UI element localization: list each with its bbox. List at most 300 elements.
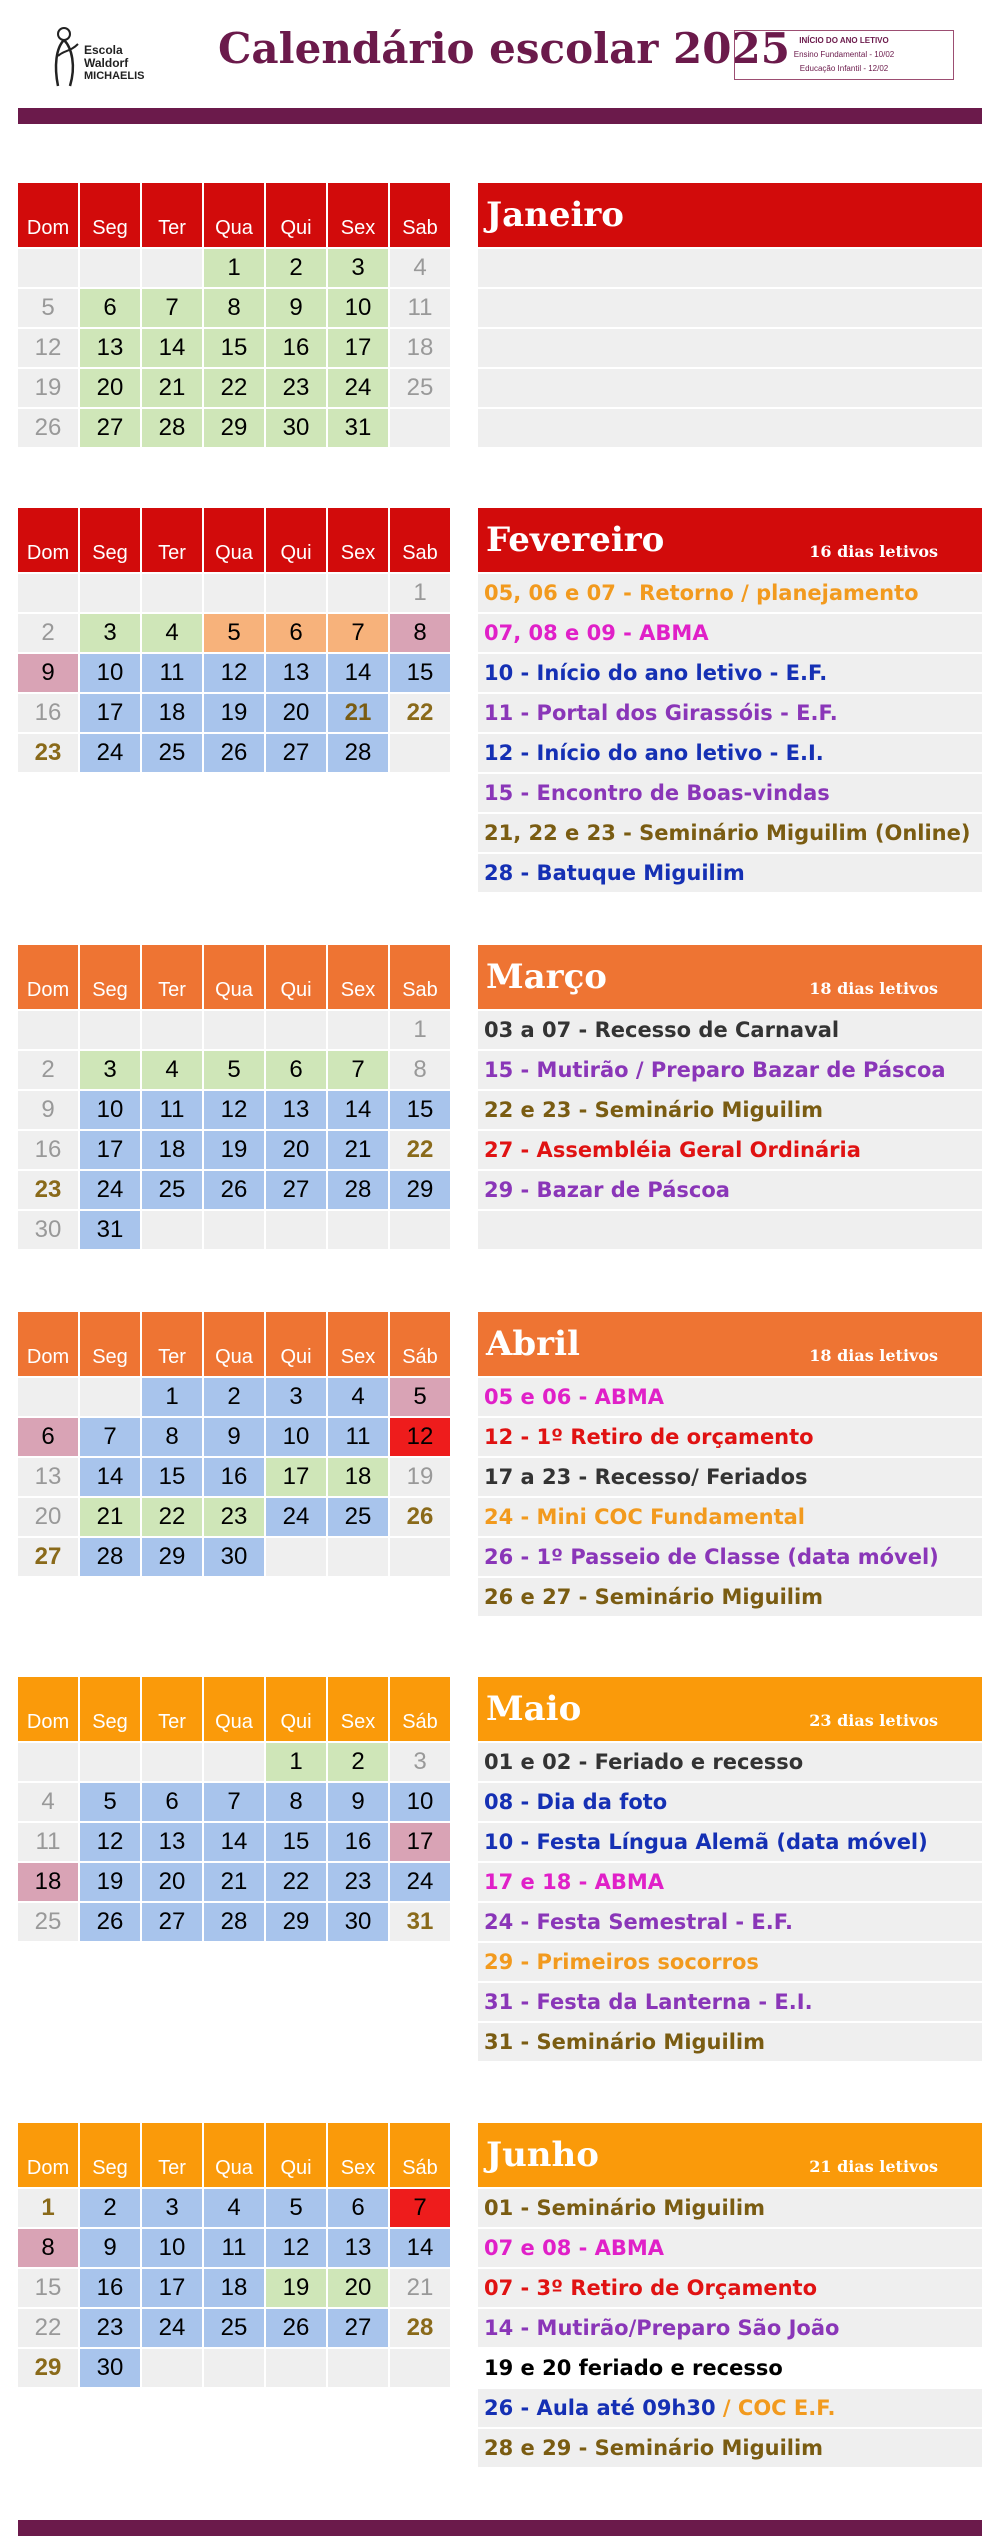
- weekday-label: Sáb: [390, 2123, 450, 2187]
- day-cell: 21: [204, 1863, 264, 1901]
- day-cell: 1: [204, 249, 264, 287]
- weekday-label: Qui: [266, 183, 326, 247]
- empty-day-cell: [18, 574, 78, 612]
- event-text: 05 e 06 - ABMA: [484, 1385, 665, 1409]
- day-cell: 29: [266, 1903, 326, 1941]
- day-cell: 20: [266, 1131, 326, 1169]
- day-cell: 21: [328, 1131, 388, 1169]
- day-cell: 16: [204, 1458, 264, 1496]
- empty-day-cell: [328, 1011, 388, 1049]
- day-cell: 11: [142, 1091, 202, 1129]
- weekday-label: Dom: [18, 1312, 78, 1376]
- day-cell: 4: [390, 249, 450, 287]
- event-row: [478, 1783, 982, 1821]
- day-cell: 11: [18, 1823, 78, 1861]
- weekday-label: Ter: [142, 1312, 202, 1376]
- event-text: 12 - Início do ano letivo - E.I.: [484, 741, 824, 765]
- event-text: 01 e 02 - Feriado e recesso: [484, 1750, 804, 1774]
- day-cell: 25: [328, 1498, 388, 1536]
- event-text: 31 - Festa da Lanterna - E.I.: [484, 1990, 813, 2014]
- weekday-label: Qui: [266, 508, 326, 572]
- event-text: 11 - Portal dos Girassóis - E.F.: [484, 701, 838, 725]
- day-cell: 1: [266, 1743, 326, 1781]
- empty-day-cell: [204, 574, 264, 612]
- event-text: 17 a 23 - Recesso/ Feriados: [484, 1465, 808, 1489]
- day-cell: 7: [390, 2189, 450, 2227]
- day-cell: 26: [266, 2309, 326, 2347]
- day-cell: 29: [204, 409, 264, 447]
- day-cell: 25: [142, 1171, 202, 1209]
- day-cell: 19: [80, 1863, 140, 1901]
- day-cell: 19: [204, 1131, 264, 1169]
- day-cell: 8: [390, 1051, 450, 1089]
- day-cell: 18: [142, 1131, 202, 1169]
- event-row: [478, 774, 982, 812]
- day-cell: 2: [266, 249, 326, 287]
- day-cell: 15: [390, 1091, 450, 1129]
- day-cell: 29: [142, 1538, 202, 1576]
- day-cell: 30: [18, 1211, 78, 1249]
- empty-day-cell: [328, 1538, 388, 1576]
- event-row: [478, 289, 982, 327]
- logo-text-line2: Waldorf: [84, 56, 129, 70]
- event-text: 12 - 1º Retiro de orçamento: [484, 1425, 814, 1449]
- day-cell: 5: [204, 614, 264, 652]
- day-cell: 9: [266, 289, 326, 327]
- event-text: 07, 08 e 09 - ABMA: [484, 621, 709, 645]
- empty-day-cell: [204, 2349, 264, 2387]
- day-cell: 16: [266, 329, 326, 367]
- month-title: Janeiro: [486, 195, 624, 235]
- month-title: Junho: [486, 2135, 599, 2175]
- weekday-label: Seg: [80, 945, 140, 1009]
- empty-day-cell: [204, 1211, 264, 1249]
- event-row: [478, 2389, 982, 2427]
- day-cell: 17: [80, 1131, 140, 1169]
- day-cell: 18: [390, 329, 450, 367]
- weekday-label: Ter: [142, 2123, 202, 2187]
- day-cell: 11: [204, 2229, 264, 2267]
- empty-day-cell: [142, 2349, 202, 2387]
- event-row: [478, 1903, 982, 1941]
- weekday-label: Qui: [266, 945, 326, 1009]
- day-cell: 9: [18, 1091, 78, 1129]
- day-cell: 12: [390, 1418, 450, 1456]
- day-cell: 20: [18, 1498, 78, 1536]
- event-row: [478, 614, 982, 652]
- weekday-header: [18, 1677, 452, 1741]
- event-text: 10 - Festa Língua Alemã (data móvel): [484, 1830, 928, 1854]
- day-cell: 14: [204, 1823, 264, 1861]
- weekday-label: Sáb: [390, 1677, 450, 1741]
- weekday-label: Dom: [18, 1677, 78, 1741]
- day-cell: 8: [266, 1783, 326, 1821]
- weekday-header: [18, 945, 452, 1009]
- empty-day-cell: [390, 734, 450, 772]
- day-cell: 16: [18, 1131, 78, 1169]
- day-cell: 10: [266, 1418, 326, 1456]
- day-cell: 21: [390, 2269, 450, 2307]
- empty-day-cell: [142, 1211, 202, 1249]
- day-cell: 22: [390, 694, 450, 732]
- month-header: [478, 1312, 982, 1376]
- day-cell: 6: [266, 614, 326, 652]
- day-cell: 5: [18, 289, 78, 327]
- day-cell: 5: [266, 2189, 326, 2227]
- page-title: Calendário escolar 2025: [218, 24, 790, 73]
- event-text-extra: / COC E.F.: [715, 2396, 836, 2420]
- school-days-count: 23 dias letivos: [809, 1711, 938, 1730]
- day-cell: 13: [328, 2229, 388, 2267]
- empty-day-cell: [328, 2349, 388, 2387]
- empty-day-cell: [142, 574, 202, 612]
- day-cell: 13: [18, 1458, 78, 1496]
- day-cell: 26: [80, 1903, 140, 1941]
- logo-figure-icon: [50, 26, 84, 88]
- day-cell: 13: [80, 329, 140, 367]
- day-cell: 9: [80, 2229, 140, 2267]
- logo-text-line3: MICHAELIS: [84, 70, 145, 82]
- school-days-count: 18 dias letivos: [809, 1346, 938, 1365]
- month-title: Maio: [486, 1689, 582, 1729]
- day-cell: 2: [328, 1743, 388, 1781]
- weekday-label: Sex: [328, 2123, 388, 2187]
- event-row: [478, 1743, 982, 1781]
- event-row: [478, 2349, 982, 2387]
- event-text: 03 a 07 - Recesso de Carnaval: [484, 1018, 840, 1042]
- day-cell: 22: [18, 2309, 78, 2347]
- month-header: [478, 508, 982, 572]
- empty-day-cell: [390, 2349, 450, 2387]
- event-row: [478, 1131, 982, 1169]
- empty-day-cell: [80, 1378, 140, 1416]
- day-cell: 10: [80, 654, 140, 692]
- day-cell: 3: [328, 249, 388, 287]
- weekday-label: Ter: [142, 945, 202, 1009]
- day-cell: 24: [390, 1863, 450, 1901]
- weekday-label: Qua: [204, 945, 264, 1009]
- weekday-label: Qui: [266, 1677, 326, 1741]
- weekday-label: Dom: [18, 2123, 78, 2187]
- day-cell: 22: [266, 1863, 326, 1901]
- month-title: Abril: [486, 1324, 580, 1364]
- day-cell: 22: [142, 1498, 202, 1536]
- event-row: [478, 2429, 982, 2467]
- event-row: [478, 1538, 982, 1576]
- day-cell: 16: [18, 694, 78, 732]
- day-cell: 26: [204, 734, 264, 772]
- day-cell: 9: [204, 1418, 264, 1456]
- day-cell: 15: [142, 1458, 202, 1496]
- event-row: [478, 1091, 982, 1129]
- event-row: [478, 2189, 982, 2227]
- day-cell: 28: [142, 409, 202, 447]
- day-cell: 27: [266, 1171, 326, 1209]
- day-cell: 24: [142, 2309, 202, 2347]
- event-text: 26 e 27 - Seminário Miguilim: [484, 1585, 824, 1609]
- day-cell: 11: [142, 654, 202, 692]
- info-line-fundamental: Ensino Fundamental - 10/02: [793, 50, 895, 59]
- weekday-label: Seg: [80, 1677, 140, 1741]
- weekday-header: [18, 183, 452, 247]
- day-cell: 15: [390, 654, 450, 692]
- day-cell: 6: [266, 1051, 326, 1089]
- event-row: [478, 1051, 982, 1089]
- weekday-label: Sáb: [390, 1312, 450, 1376]
- day-cell: 17: [390, 1823, 450, 1861]
- weekday-label: Ter: [142, 1677, 202, 1741]
- weekday-label: Qui: [266, 1312, 326, 1376]
- day-cell: 27: [80, 409, 140, 447]
- empty-day-cell: [142, 1011, 202, 1049]
- day-cell: 4: [204, 2189, 264, 2227]
- empty-day-cell: [204, 1011, 264, 1049]
- event-row: [478, 574, 982, 612]
- weekday-label: Dom: [18, 508, 78, 572]
- bottom-divider-bar: [18, 2520, 982, 2536]
- day-cell: 17: [80, 694, 140, 732]
- weekday-label: Qui: [266, 2123, 326, 2187]
- weekday-label: Sex: [328, 183, 388, 247]
- day-cell: 17: [142, 2269, 202, 2307]
- event-row: [478, 1458, 982, 1496]
- day-cell: 23: [18, 734, 78, 772]
- school-days-count: 16 dias letivos: [809, 542, 938, 561]
- event-text: 14 - Mutirão/Preparo São João: [484, 2316, 840, 2340]
- day-cell: 5: [390, 1378, 450, 1416]
- day-cell: 7: [328, 1051, 388, 1089]
- day-cell: 30: [80, 2349, 140, 2387]
- day-cell: 27: [266, 734, 326, 772]
- day-cell: 2: [80, 2189, 140, 2227]
- day-cell: 6: [328, 2189, 388, 2227]
- weekday-header: [18, 2123, 452, 2187]
- day-cell: 1: [142, 1378, 202, 1416]
- month-title: Março: [486, 957, 607, 997]
- day-cell: 20: [328, 2269, 388, 2307]
- day-cell: 27: [142, 1903, 202, 1941]
- school-start-info: [734, 30, 954, 80]
- day-cell: 12: [80, 1823, 140, 1861]
- weekday-label: Sab: [390, 183, 450, 247]
- empty-day-cell: [204, 1743, 264, 1781]
- day-cell: 6: [80, 289, 140, 327]
- weekday-label: Dom: [18, 945, 78, 1009]
- weekday-header: [18, 508, 452, 572]
- event-text: 07 - 3º Retiro de Orçamento: [484, 2276, 818, 2300]
- day-cell: 7: [204, 1783, 264, 1821]
- event-text: 22 e 23 - Seminário Miguilim: [484, 1098, 824, 1122]
- day-cell: 28: [328, 1171, 388, 1209]
- day-cell: 23: [80, 2309, 140, 2347]
- day-cell: 12: [204, 1091, 264, 1129]
- day-cell: 24: [80, 734, 140, 772]
- event-row: [478, 814, 982, 852]
- event-text: 17 e 18 - ABMA: [484, 1870, 665, 1894]
- day-cell: 18: [18, 1863, 78, 1901]
- day-cell: 25: [142, 734, 202, 772]
- event-row: [478, 249, 982, 287]
- event-text: 28 e 29 - Seminário Miguilim: [484, 2436, 824, 2460]
- event-row: [478, 1171, 982, 1209]
- weekday-label: Sex: [328, 1312, 388, 1376]
- empty-day-cell: [390, 409, 450, 447]
- day-cell: 31: [390, 1903, 450, 1941]
- event-row: [478, 2023, 982, 2061]
- day-cell: 11: [328, 1418, 388, 1456]
- day-cell: 4: [18, 1783, 78, 1821]
- school-logo: [50, 26, 160, 90]
- event-row: [478, 1378, 982, 1416]
- weekday-label: Qua: [204, 183, 264, 247]
- day-cell: 14: [328, 1091, 388, 1129]
- event-row: [478, 1498, 982, 1536]
- weekday-label: Sab: [390, 945, 450, 1009]
- event-text: 26 - 1º Passeio de Classe (data móvel): [484, 1545, 939, 1569]
- day-cell: 28: [80, 1538, 140, 1576]
- empty-day-cell: [142, 249, 202, 287]
- event-row: [478, 369, 982, 407]
- empty-day-cell: [266, 1211, 326, 1249]
- event-text: 05, 06 e 07 - Retorno / planejamento: [484, 581, 919, 605]
- day-cell: 24: [80, 1171, 140, 1209]
- event-text: 15 - Mutirão / Preparo Bazar de Páscoa: [484, 1058, 946, 1082]
- day-cell: 8: [18, 2229, 78, 2267]
- day-cell: 15: [204, 329, 264, 367]
- day-cell: 13: [266, 654, 326, 692]
- day-cell: 9: [18, 654, 78, 692]
- weekday-label: Qua: [204, 1312, 264, 1376]
- event-row: [478, 2229, 982, 2267]
- event-row: [478, 1211, 982, 1249]
- empty-day-cell: [266, 1538, 326, 1576]
- day-cell: 25: [18, 1903, 78, 1941]
- event-row: [478, 1418, 982, 1456]
- day-cell: 3: [266, 1378, 326, 1416]
- event-text: 15 - Encontro de Boas-vindas: [484, 781, 830, 805]
- event-row: [478, 329, 982, 367]
- day-cell: 24: [328, 369, 388, 407]
- event-text: 28 - Batuque Miguilim: [484, 861, 745, 885]
- day-cell: 7: [328, 614, 388, 652]
- empty-day-cell: [18, 1011, 78, 1049]
- day-cell: 28: [204, 1903, 264, 1941]
- day-cell: 15: [266, 1823, 326, 1861]
- day-cell: 18: [142, 694, 202, 732]
- page-header: [0, 0, 1000, 110]
- day-cell: 2: [18, 1051, 78, 1089]
- day-cell: 17: [266, 1458, 326, 1496]
- day-cell: 12: [18, 329, 78, 367]
- empty-day-cell: [266, 2349, 326, 2387]
- empty-day-cell: [266, 574, 326, 612]
- day-cell: 7: [80, 1418, 140, 1456]
- event-text: 24 - Mini COC Fundamental: [484, 1505, 805, 1529]
- info-title: INÍCIO DO ANO LETIVO: [799, 36, 889, 45]
- day-cell: 25: [390, 369, 450, 407]
- day-cell: 1: [18, 2189, 78, 2227]
- day-cell: 20: [266, 694, 326, 732]
- day-cell: 20: [80, 369, 140, 407]
- day-cell: 19: [390, 1458, 450, 1496]
- event-text: 29 - Primeiros socorros: [484, 1950, 759, 1974]
- event-row: [478, 854, 982, 892]
- day-cell: 2: [18, 614, 78, 652]
- day-cell: 15: [18, 2269, 78, 2307]
- month-header: [478, 183, 982, 247]
- event-text: 01 - Seminário Miguilim: [484, 2196, 765, 2220]
- weekday-label: Qua: [204, 1677, 264, 1741]
- day-cell: 6: [142, 1783, 202, 1821]
- weekday-label: Qua: [204, 508, 264, 572]
- day-cell: 16: [80, 2269, 140, 2307]
- day-cell: 29: [390, 1171, 450, 1209]
- month-header: [478, 1677, 982, 1741]
- day-cell: 27: [18, 1538, 78, 1576]
- day-cell: 22: [390, 1131, 450, 1169]
- event-text: 27 - Assembléia Geral Ordinária: [484, 1138, 861, 1162]
- day-cell: 23: [18, 1171, 78, 1209]
- day-cell: 19: [18, 369, 78, 407]
- empty-day-cell: [18, 1743, 78, 1781]
- empty-day-cell: [80, 1011, 140, 1049]
- event-text: 10 - Início do ano letivo - E.F.: [484, 661, 828, 685]
- weekday-label: Sab: [390, 508, 450, 572]
- day-cell: 29: [18, 2349, 78, 2387]
- event-row: [478, 1863, 982, 1901]
- empty-day-cell: [390, 1538, 450, 1576]
- day-cell: 14: [328, 654, 388, 692]
- day-cell: 19: [266, 2269, 326, 2307]
- day-cell: 26: [204, 1171, 264, 1209]
- day-cell: 18: [204, 2269, 264, 2307]
- event-text: 24 - Festa Semestral - E.F.: [484, 1910, 793, 1934]
- event-text: 21, 22 e 23 - Seminário Miguilim (Online): [484, 821, 971, 845]
- day-cell: 14: [390, 2229, 450, 2267]
- top-divider-bar: [18, 108, 982, 124]
- day-cell: 19: [204, 694, 264, 732]
- day-cell: 30: [204, 1538, 264, 1576]
- day-cell: 14: [142, 329, 202, 367]
- info-line-infantil: Educação Infantil - 12/02: [799, 64, 889, 73]
- weekday-label: Ter: [142, 183, 202, 247]
- weekday-label: Seg: [80, 2123, 140, 2187]
- weekday-label: Sex: [328, 1677, 388, 1741]
- day-cell: 26: [390, 1498, 450, 1536]
- event-text: 07 e 08 - ABMA: [484, 2236, 665, 2260]
- day-cell: 3: [390, 1743, 450, 1781]
- day-cell: 22: [204, 369, 264, 407]
- event-row: [478, 1578, 982, 1616]
- empty-day-cell: [80, 1743, 140, 1781]
- day-cell: 4: [328, 1378, 388, 1416]
- day-cell: 3: [80, 1051, 140, 1089]
- event-text: 29 - Bazar de Páscoa: [484, 1178, 730, 1202]
- day-cell: 11: [390, 289, 450, 327]
- empty-day-cell: [18, 1378, 78, 1416]
- empty-day-cell: [142, 1743, 202, 1781]
- event-row: [478, 654, 982, 692]
- day-cell: 10: [390, 1783, 450, 1821]
- event-row: [478, 1011, 982, 1049]
- event-text: 31 - Seminário Miguilim: [484, 2030, 765, 2054]
- event-row: [478, 694, 982, 732]
- day-cell: 31: [328, 409, 388, 447]
- day-cell: 7: [142, 289, 202, 327]
- event-text: 19 e 20 feriado e recesso: [484, 2356, 783, 2380]
- empty-day-cell: [328, 1211, 388, 1249]
- day-cell: 2: [204, 1378, 264, 1416]
